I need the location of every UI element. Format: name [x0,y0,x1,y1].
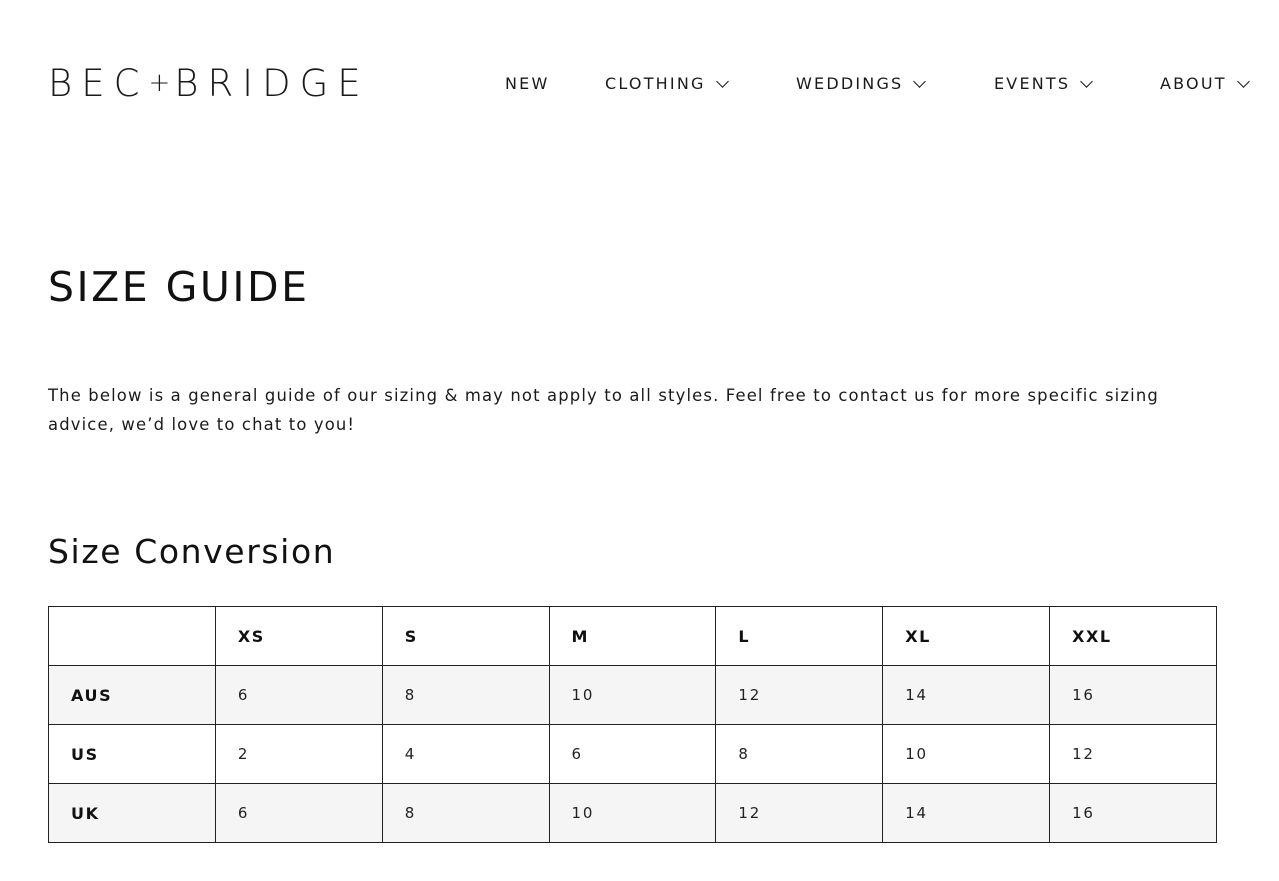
size-conversion-table [48,606,1217,843]
intro-text: The below is a general guide of our sizing & may not apply to all styles. Feel free to contact us for more specific sizing advice, we’d love to chat to you! [48,386,1159,434]
table-header-cell: XS [215,607,382,666]
table-cell: 8 [382,666,549,725]
table-cell: 8 [382,784,549,843]
table-header-cell-empty [49,607,216,666]
nav-item-label: EVENTS [994,74,1071,93]
table-cell: 12 [1050,725,1217,784]
table-cell: 6 [215,784,382,843]
table-header-row [49,607,1217,666]
table-cell: 8 [716,725,883,784]
table-cell: 16 [1050,784,1217,843]
chevron-down-icon [1237,75,1250,88]
nav-item-label: NEW [505,74,550,93]
chevron-down-icon [716,75,729,88]
table-row [49,784,1217,843]
brand-logo[interactable] [48,64,370,108]
table-row [49,725,1217,784]
logo-text-right: BRIDGE [174,62,370,105]
table-cell: 4 [382,725,549,784]
nav-item-label: CLOTHING [605,74,706,93]
logo-text-left: BEC [48,62,149,105]
table-cell: 14 [883,666,1050,725]
table-cell: 10 [549,784,716,843]
table-cell: 6 [549,725,716,784]
nav-item-label: WEDDINGS [796,74,904,93]
table-cell: 14 [883,784,1050,843]
table-cell: 6 [215,666,382,725]
table-cell: 12 [716,784,883,843]
nav-item-clothing[interactable] [605,73,727,95]
chevron-down-icon [914,75,927,88]
nav-item-events[interactable] [994,73,1091,95]
chevron-down-icon [1080,75,1093,88]
table-cell: 12 [716,666,883,725]
nav-item-label: ABOUT [1160,74,1227,93]
table-cell: 10 [549,666,716,725]
table-cell: 16 [1050,666,1217,725]
page-title: SIZE GUIDE [48,263,310,311]
nav-item-weddings[interactable] [796,73,924,95]
table-header-cell: XXL [1050,607,1217,666]
logo-plus: + [148,68,175,98]
table-header-cell: L [716,607,883,666]
nav-item-new[interactable] [505,73,550,95]
row-label: UK [49,784,216,843]
table-row [49,666,1217,725]
row-label: AUS [49,666,216,725]
table-header-cell: S [382,607,549,666]
table-header-cell: M [549,607,716,666]
table-header-cell: XL [883,607,1050,666]
row-label: US [49,725,216,784]
nav-item-about[interactable] [1160,73,1248,95]
table-cell: 2 [215,725,382,784]
table-cell: 10 [883,725,1050,784]
section-title-size-conversion: Size Conversion [48,532,336,571]
